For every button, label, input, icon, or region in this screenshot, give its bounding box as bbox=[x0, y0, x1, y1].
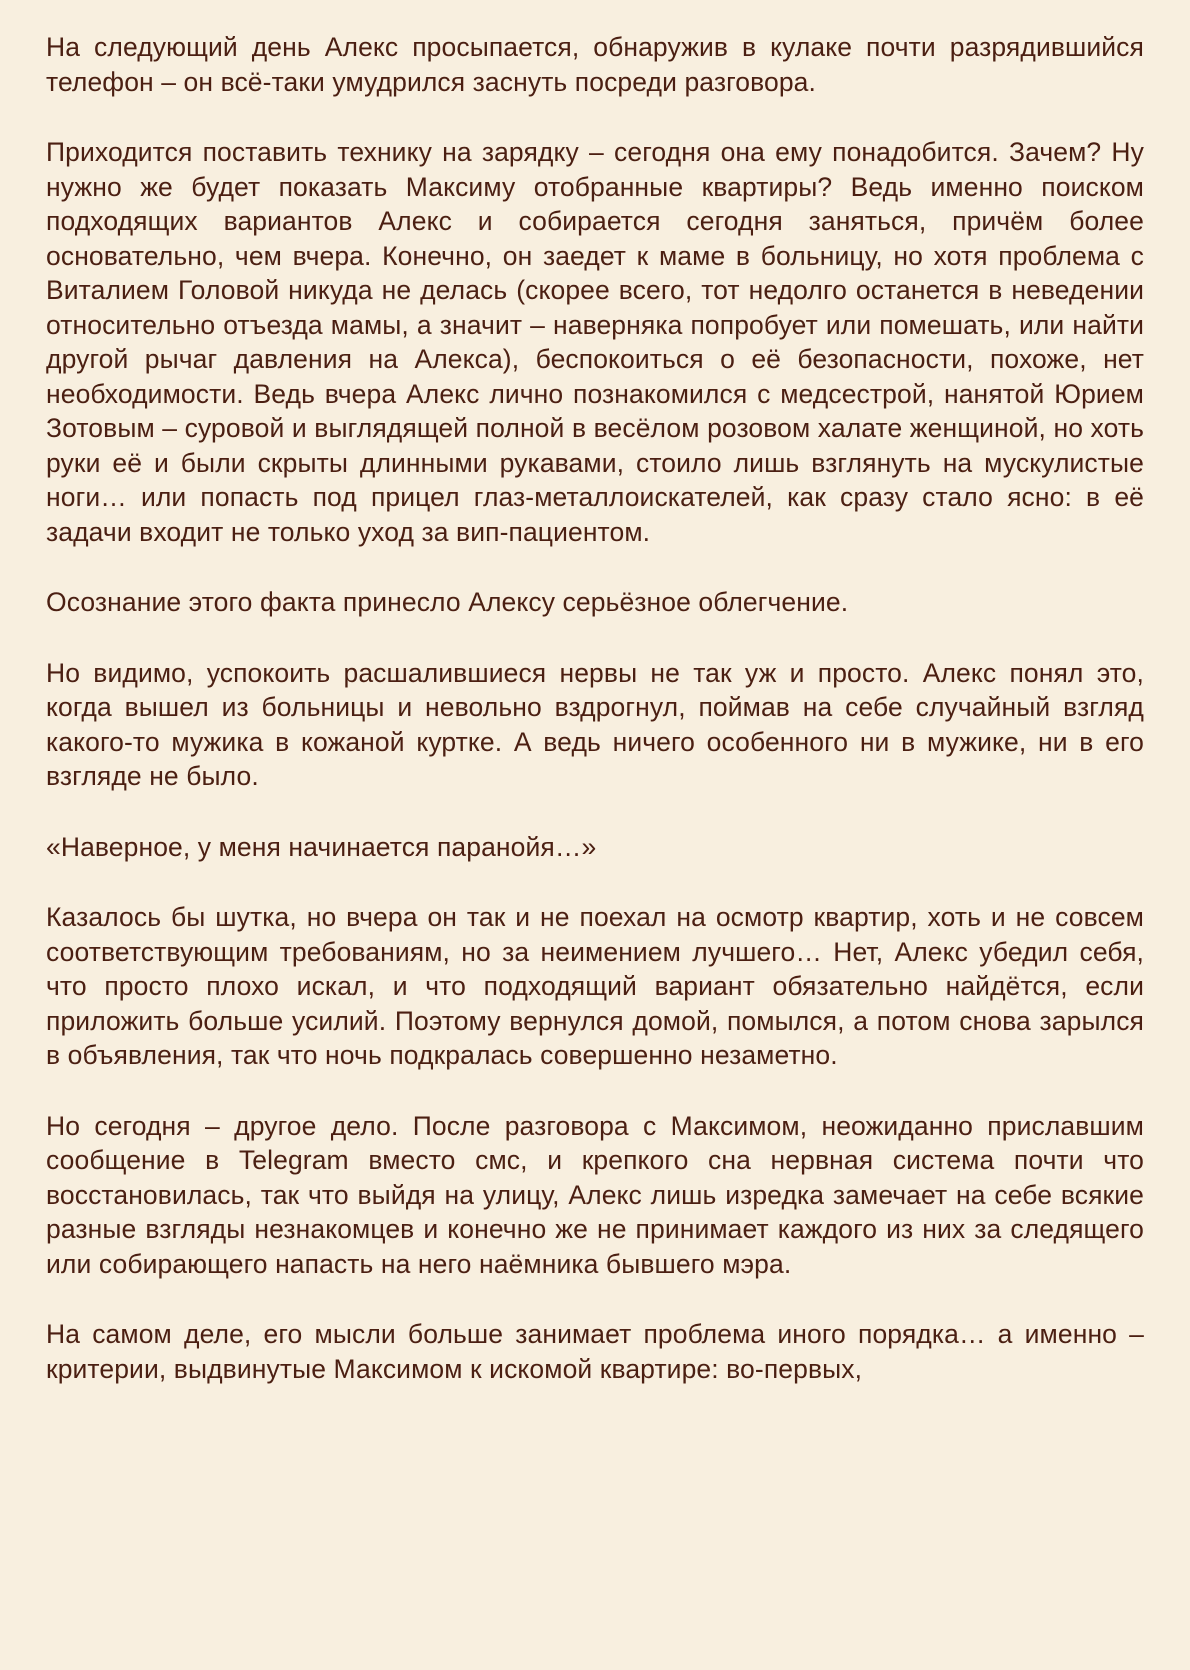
paragraph-5: «Наверное, у меня начинается паранойя…» bbox=[46, 831, 597, 862]
paragraph-8: На самом деле, его мысли больше занимает проблема иного порядка… а именно – критерии, выдвинутые Максимом к искомой квартире: во-первых, bbox=[46, 1319, 1144, 1384]
paragraph-1: На следующий день Алекс просыпается, обнаружив в кулаке почти разрядившийся телефон – он всё-таки умудрился заснуть посреди разговора. bbox=[46, 32, 1144, 97]
paragraph-6: Казалось бы шутка, но вчера он так и не поехал на осмотр квартир, хоть и не совсем соответствующим требованиям, но за неимением лучшего… Нет, Алекс убедил себя, что просто плохо искал, и что подходящий вариант обязательно найдётся, если приложить больше усилий. Поэтому вернулся домой, помылся, а потом снова зарылся в объявления, так что ночь подкралась совершенно незаметно. bbox=[46, 902, 1144, 1070]
paragraph-7: Но сегодня – другое дело. После разговора с Максимом, неожиданно приславшим сообщение в Telegram вместо смс, и крепкого сна нервная система почти что восстановилась, так что выйдя на улицу, Алекс лишь изредка замечает на себе всякие разные взгляды незнакомцев и конечно же не принимает каждого из них за следящего или собирающего напасть на него наёмника бывшего мэра. bbox=[46, 1110, 1144, 1279]
paragraph-3: Осознание этого факта принесло Алексу серьёзное облегчение. bbox=[46, 587, 849, 617]
paragraph-4: Но видимо, успокоить расшалившиеся нервы не так уж и просто. Алекс понял это, когда вышел из больницы и невольно вздрогнул, поймав на себе случайный взгляд какого-то мужика в кожаной куртке. А ведь ничего особенного ни в мужике, ни в его взгляде не было. bbox=[46, 657, 1144, 791]
paragraph-2: Приходится поставить технику на зарядку – сегодня она ему понадобится. Зачем? Ну нужно же будет показать Максиму отобранные квартиры? Ведь именно поиском подходящих вариантов Алекс и собирается сегодня заняться, причём более основательно, чем вчера. Конечно, он заедет к маме в больницу, но хотя проблема с Виталием Головой никуда не делась (скорее всего, тот недолго останется в неведении относительно отъезда мамы, а значит – наверняка попробует или помешать, или найти другой рычаг давления на Алекса), беспокоиться о её безопасности, похоже, нет необходимости. Ведь вчера Алекс лично познакомился с медсестрой, нанятой Юрием Зотовым – суровой и выглядящей полной в весёлом розовом халате женщиной, но хоть руки её и были скрыты длинными рукавами, стоило лишь взглянуть на мускулистые ноги… или попасть под прицел глаз-металлоискателей, как сразу стало ясно: в её задачи входит не только уход за вип-пациентом. bbox=[46, 137, 1144, 547]
